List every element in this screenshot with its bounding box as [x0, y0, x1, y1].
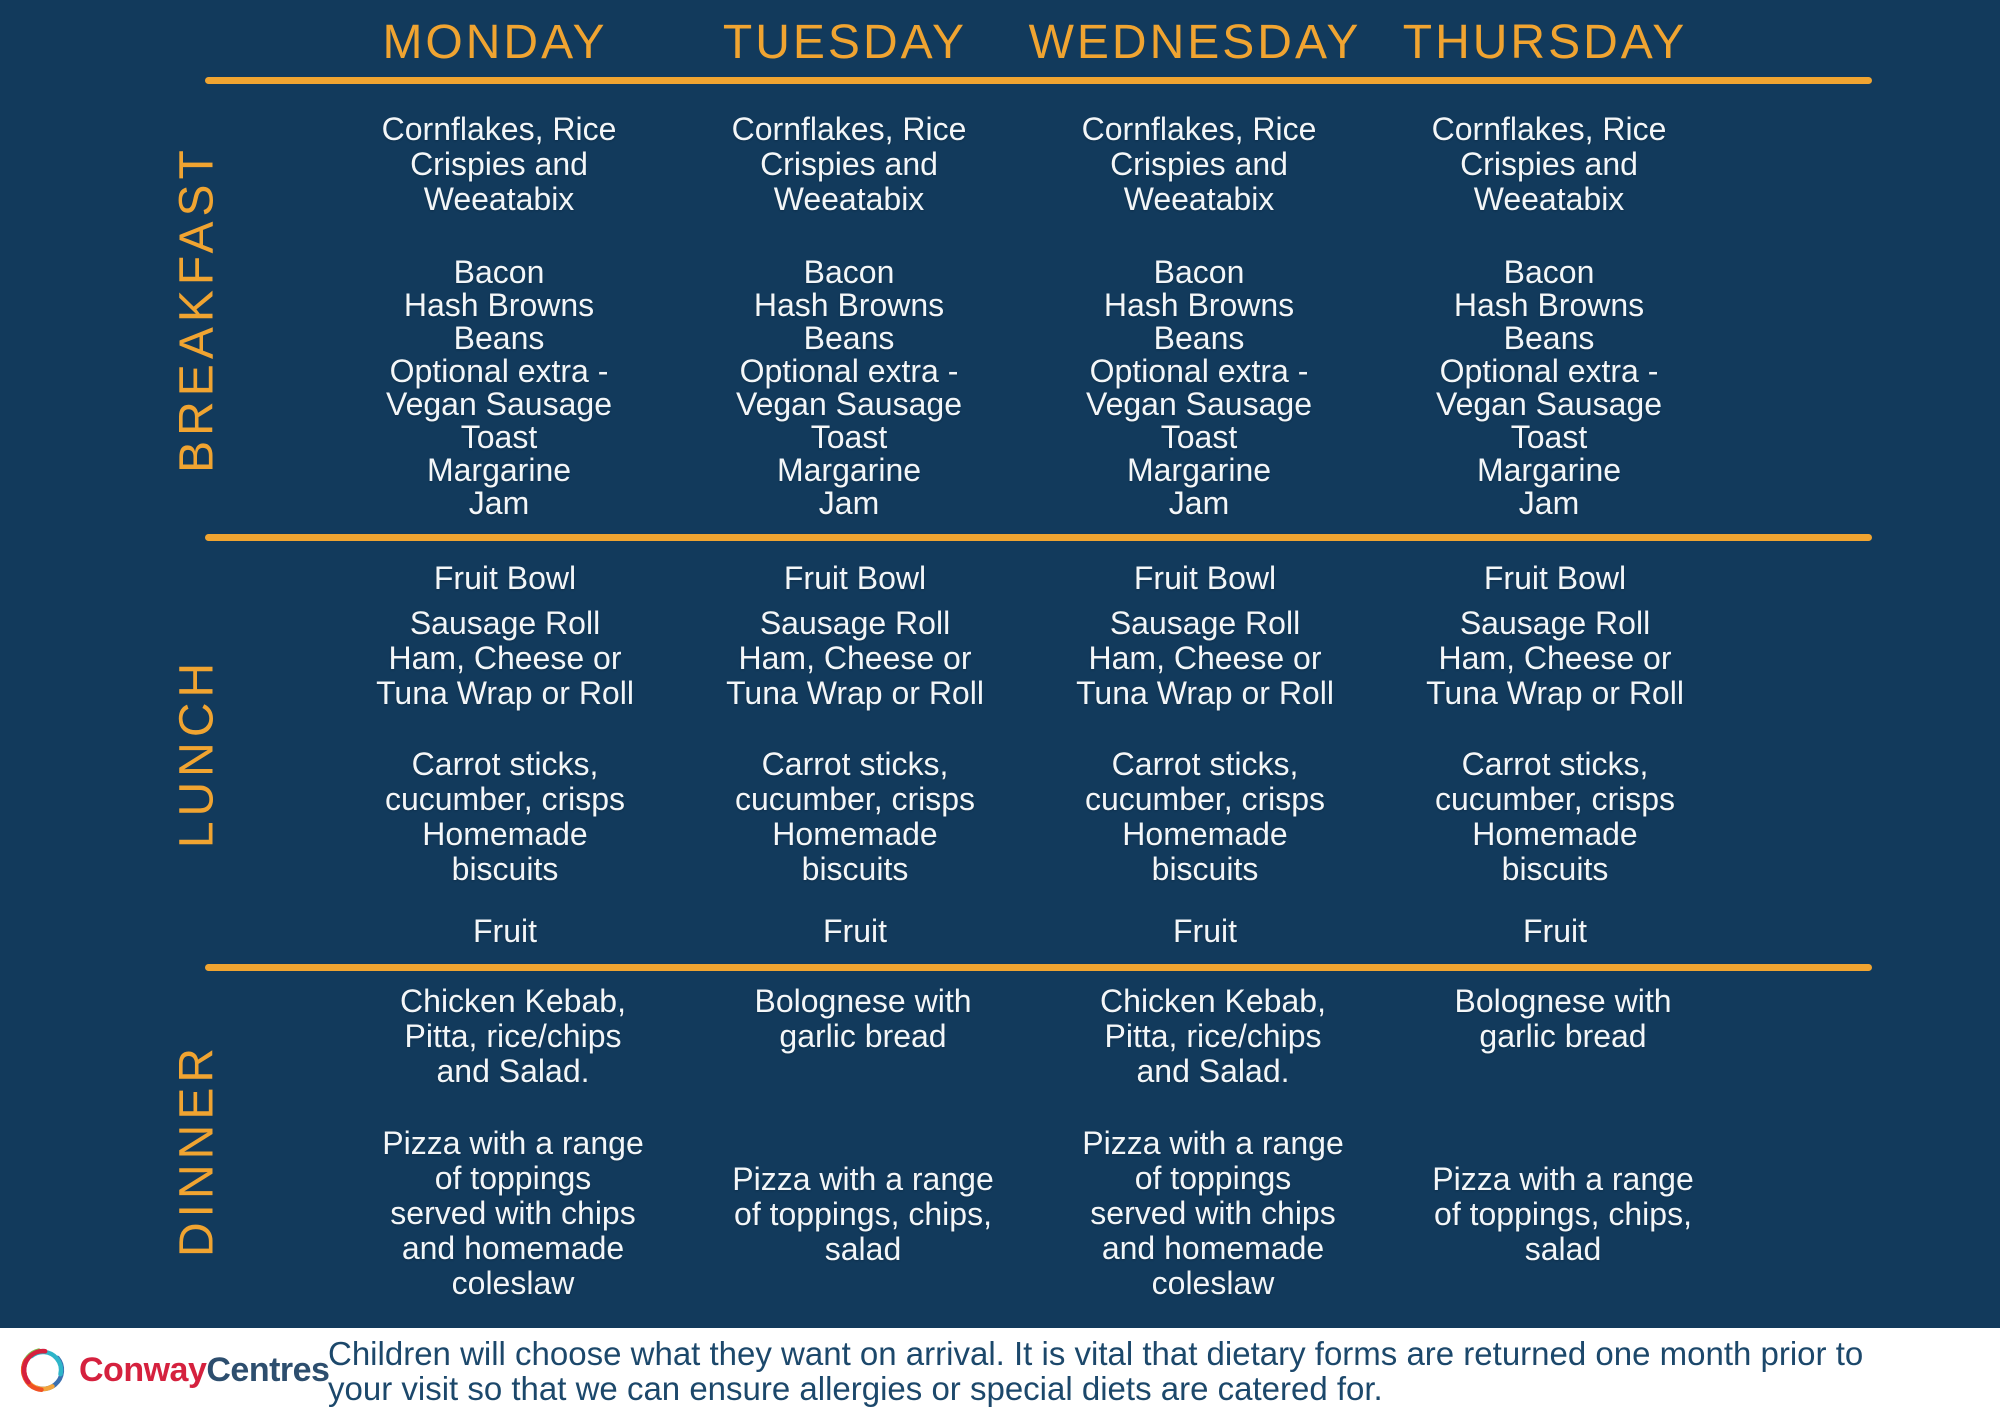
menu-paragraph — [324, 256, 674, 520]
menu-line: cucumber, crisps — [734, 781, 976, 817]
menu-line: Optional extra - — [389, 353, 609, 389]
menu-line: Tuna Wrap or Roll — [726, 675, 984, 711]
divider-line-header — [205, 77, 1872, 84]
menu-line: Beans — [1153, 320, 1245, 356]
menu-line: Hash Browns — [403, 287, 595, 323]
menu-paragraph — [1380, 561, 1730, 596]
menu-paragraph — [1030, 914, 1380, 949]
menu-line: Fruit — [1173, 913, 1237, 949]
footer-bar — [0, 1328, 2000, 1414]
menu-line: Tuna Wrap or Roll — [376, 675, 634, 711]
menu-paragraph — [330, 561, 680, 596]
row-breakfast — [0, 84, 2000, 534]
menu-line: Cornflakes, Rice — [1431, 111, 1667, 147]
day-header-monday: MONDAY — [382, 16, 608, 69]
menu-line: and Salad. — [1136, 1053, 1290, 1089]
menu-line: Weeatabix — [773, 181, 925, 217]
menu-line: Vegan Sausage — [386, 386, 612, 422]
menu-line: of toppings, chips, — [734, 1196, 992, 1232]
conway-centres-logo — [16, 1343, 329, 1397]
menu-line: Jam — [468, 485, 530, 521]
menu-line: Hash Browns — [753, 287, 945, 323]
lunch-wednesday-cell — [1030, 541, 1380, 949]
menu-paragraph — [1374, 256, 1724, 520]
menu-line: Bolognese with — [1454, 983, 1672, 1019]
menu-line: of toppings, chips, — [1434, 1196, 1692, 1232]
menu-paragraph — [680, 561, 1030, 596]
footer-note-line-2: your visit so that we can ensure allergies or special diets are catered for. — [328, 1370, 1383, 1407]
menu-line: biscuits — [1151, 851, 1259, 887]
menu-line: Bacon — [1503, 254, 1595, 290]
menu-paragraph — [1374, 112, 1724, 217]
section-label-breakfast: BREAKFAST — [170, 145, 224, 473]
menu-line: of toppings — [434, 1160, 592, 1196]
menu-line: Vegan Sausage — [736, 386, 962, 422]
menu-line: Fruit Bowl — [1483, 560, 1627, 596]
menu-line: and homemade — [401, 1230, 625, 1266]
menu-line: Homemade — [422, 816, 588, 852]
dinner-thursday-cell — [1388, 971, 1738, 1301]
menu-line: Carrot sticks, — [1461, 746, 1649, 782]
menu-line: biscuits — [451, 851, 559, 887]
menu-line: Vegan Sausage — [1086, 386, 1312, 422]
menu-line: Homemade — [1122, 816, 1288, 852]
menu-paragraph — [1380, 914, 1730, 949]
menu-paragraph — [1380, 747, 1730, 887]
menu-line: Pizza with a range — [382, 1125, 644, 1161]
section-label-lunch: LUNCH — [170, 657, 224, 848]
menu-paragraph — [680, 914, 1030, 949]
menu-paragraph — [680, 606, 1030, 711]
dinner-grid — [338, 971, 1738, 1301]
menu-paragraph — [1388, 984, 1738, 1054]
menu-line: Crispies and — [1110, 146, 1288, 182]
menu-paragraph — [330, 914, 680, 949]
menu-line: coleslaw — [1151, 1265, 1275, 1301]
lunch-tuesday-cell — [680, 541, 1030, 949]
menu-paragraph — [338, 1126, 688, 1301]
menu-line: Beans — [453, 320, 545, 356]
menu-paragraph — [330, 747, 680, 887]
menu-line: biscuits — [1501, 851, 1609, 887]
menu-paragraph — [680, 747, 1030, 887]
menu-paragraph — [674, 112, 1024, 217]
menu-line: and Salad. — [436, 1053, 590, 1089]
menu-line: Fruit — [473, 913, 537, 949]
menu-line: Optional extra - — [1439, 353, 1659, 389]
breakfast-tuesday-cell — [674, 84, 1024, 520]
menu-line: Sausage Roll — [759, 605, 951, 641]
menu-paragraph — [688, 984, 1038, 1054]
menu-line: salad — [824, 1231, 902, 1267]
menu-paragraph — [1030, 606, 1380, 711]
menu-paragraph — [1038, 1126, 1388, 1301]
menu-paragraph — [1024, 256, 1374, 520]
menu-paragraph — [1030, 561, 1380, 596]
menu-line: served with chips — [390, 1195, 636, 1231]
divider-line-breakfast — [205, 534, 1872, 541]
row-dinner — [0, 971, 2000, 1328]
menu-line: of toppings — [1134, 1160, 1292, 1196]
menu-paragraph — [1030, 747, 1380, 887]
menu-line: Crispies and — [1460, 146, 1638, 182]
menu-line: Sausage Roll — [1109, 605, 1301, 641]
menu-line: Optional extra - — [1089, 353, 1309, 389]
breakfast-thursday-cell — [1374, 84, 1724, 520]
menu-line: Carrot sticks, — [411, 746, 599, 782]
menu-line: Chicken Kebab, — [400, 983, 626, 1019]
divider-line-lunch — [205, 964, 1872, 971]
menu-line: Sausage Roll — [1459, 605, 1651, 641]
dinner-monday-cell — [338, 971, 688, 1301]
menu-line: Bacon — [803, 254, 895, 290]
menu-line: Margarine — [1476, 452, 1622, 488]
menu-line: served with chips — [1090, 1195, 1336, 1231]
menu-paragraph — [1380, 606, 1730, 711]
menu-paragraph — [330, 606, 680, 711]
dinner-tuesday-cell — [688, 971, 1038, 1301]
menu-line: Ham, Cheese or — [388, 640, 622, 676]
dinner-wednesday-cell — [1038, 971, 1388, 1301]
menu-line: Sausage Roll — [409, 605, 601, 641]
menu-line: Chicken Kebab, — [1100, 983, 1326, 1019]
menu-line: Crispies and — [760, 146, 938, 182]
menu-line: Bacon — [1153, 254, 1245, 290]
menu-line: Pitta, rice/chips — [404, 1018, 622, 1054]
menu-paragraph — [338, 984, 688, 1089]
menu-line: Ham, Cheese or — [1438, 640, 1672, 676]
breakfast-grid — [324, 84, 1724, 520]
menu-line: Toast — [810, 419, 888, 455]
menu-line: Fruit — [823, 913, 887, 949]
day-header-tuesday: TUESDAY — [722, 16, 968, 69]
conway-logo-wordmark — [79, 1351, 329, 1390]
menu-line: Jam — [1518, 485, 1580, 521]
lunch-thursday-cell — [1380, 541, 1730, 949]
breakfast-wednesday-cell — [1024, 84, 1374, 520]
menu-line: Pizza with a range — [1432, 1161, 1694, 1197]
menu-line: garlic bread — [779, 1018, 947, 1054]
menu-line: Vegan Sausage — [1436, 386, 1662, 422]
menu-line: Fruit Bowl — [1133, 560, 1277, 596]
row-lunch — [0, 541, 2000, 964]
menu-line: Pizza with a range — [732, 1161, 994, 1197]
breakfast-monday-cell — [324, 84, 674, 520]
menu-line: Margarine — [1126, 452, 1272, 488]
footer-note-line-1: Children will choose what they want on arrival. It is vital that dietary forms are returned one month prior to — [328, 1335, 1864, 1372]
menu-line: Ham, Cheese or — [1088, 640, 1322, 676]
conway-logo-ring-icon — [16, 1343, 70, 1397]
menu-line: Fruit Bowl — [783, 560, 927, 596]
menu-line: garlic bread — [1479, 1018, 1647, 1054]
menu-line: Weeatabix — [423, 181, 575, 217]
menu-paragraph — [1038, 984, 1388, 1089]
menu-line: Crispies and — [410, 146, 588, 182]
logo-word-centres: Centres — [206, 1350, 330, 1389]
day-header-row — [320, 16, 1720, 69]
menu-line: salad — [1524, 1231, 1602, 1267]
menu-line: Pitta, rice/chips — [1104, 1018, 1322, 1054]
menu-line: Optional extra - — [739, 353, 959, 389]
menu-line: Bolognese with — [754, 983, 972, 1019]
menu-line: Pizza with a range — [1082, 1125, 1344, 1161]
menu-line: cucumber, crisps — [1084, 781, 1326, 817]
menu-line: Hash Browns — [1453, 287, 1645, 323]
menu-line: Fruit — [1523, 913, 1587, 949]
menu-paragraph — [1024, 112, 1374, 217]
menu-line: Weeatabix — [1123, 181, 1275, 217]
menu-line: Beans — [1503, 320, 1595, 356]
menu-paragraph — [674, 256, 1024, 520]
menu-paragraph — [324, 112, 674, 217]
menu-line: Beans — [803, 320, 895, 356]
menu-line: Toast — [1510, 419, 1588, 455]
menu-line: Homemade — [1472, 816, 1638, 852]
menu-line: Tuna Wrap or Roll — [1426, 675, 1684, 711]
day-header-wednesday: WEDNESDAY — [1028, 16, 1362, 69]
menu-line: Hash Browns — [1103, 287, 1295, 323]
menu-line: Carrot sticks, — [761, 746, 949, 782]
menu-line: Jam — [1168, 485, 1230, 521]
section-label-dinner: DINNER — [170, 1042, 224, 1257]
menu-line: Cornflakes, Rice — [731, 111, 967, 147]
menu-line: Cornflakes, Rice — [1081, 111, 1317, 147]
menu-line: Bacon — [453, 254, 545, 290]
menu-line: coleslaw — [451, 1265, 575, 1301]
lunch-monday-cell — [330, 541, 680, 949]
footer-note — [328, 1336, 1863, 1406]
menu-line: Weeatabix — [1473, 181, 1625, 217]
menu-line: Margarine — [776, 452, 922, 488]
menu-line: Toast — [1160, 419, 1238, 455]
logo-word-conway: Conway — [79, 1350, 207, 1389]
menu-line: cucumber, crisps — [1434, 781, 1676, 817]
menu-paragraph — [688, 1162, 1038, 1267]
lunch-grid — [330, 541, 1730, 949]
menu-line: Carrot sticks, — [1111, 746, 1299, 782]
menu-line: Ham, Cheese or — [738, 640, 972, 676]
menu-line: biscuits — [801, 851, 909, 887]
menu-line: Margarine — [426, 452, 572, 488]
menu-line: and homemade — [1101, 1230, 1325, 1266]
day-header-thursday: THURSDAY — [1402, 16, 1688, 69]
menu-line: Homemade — [772, 816, 938, 852]
menu-line: Toast — [460, 419, 538, 455]
menu-line: cucumber, crisps — [384, 781, 626, 817]
menu-line: Cornflakes, Rice — [381, 111, 617, 147]
menu-line: Jam — [818, 485, 880, 521]
menu-paragraph — [1388, 1162, 1738, 1267]
menu-line: Fruit Bowl — [433, 560, 577, 596]
menu-line: Tuna Wrap or Roll — [1076, 675, 1334, 711]
